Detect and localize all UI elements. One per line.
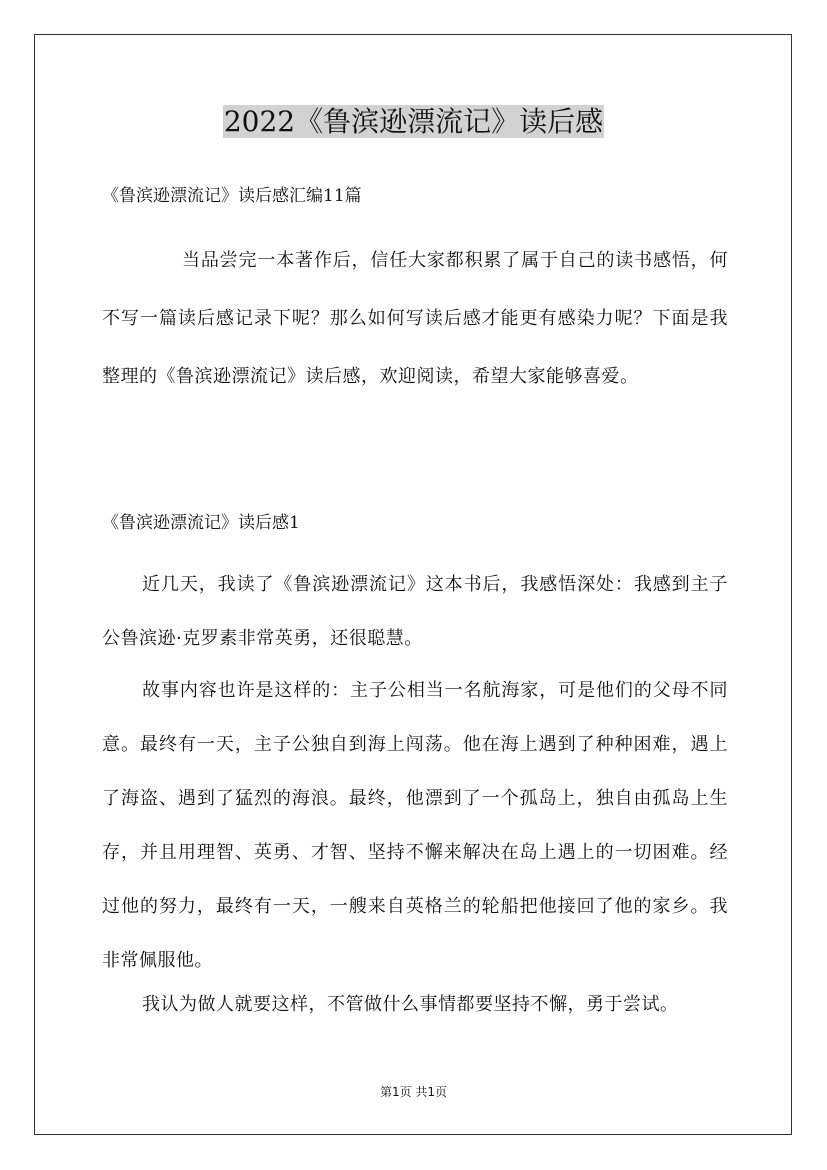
- page-footer: 第1页 共1页: [379, 1085, 448, 1099]
- paragraph-1: 近几天，我读了《鲁滨逊漂流记》这本书后，我感悟深处：我感到主子公鲁滨逊·克罗素非常英勇，还很聪慧。: [102, 574, 728, 649]
- section-heading-1: 《鲁滨逊漂流记》读后感1: [102, 513, 300, 533]
- intro-paragraph: 当品尝完一本著作后，信任大家都积累了属于自己的读书感悟，何不写一篇读后感记录下呢？那么如何写读后感才能更有感染力呢？下面是我整理的《鲁滨逊漂流记》读后感，欢迎阅读，希望大家能够喜爱。: [102, 250, 728, 387]
- paragraph-3: 我认为做人就要这样，不管做什么事情都要坚持不懈，勇于尝试。: [142, 994, 679, 1015]
- document-title: 2022《鲁滨逊漂流记》读后感: [223, 105, 604, 138]
- paragraph-2: 故事内容也许是这样的：主子公相当一名航海家，可是他们的父母不同意。最终有一天，主子公独自到海上闯荡。他在海上遇到了种种困难，遇上了海盗、遇到了猛烈的海浪。最终，他漂到了一个孤岛上，独自由孤岛上生存，并且用理智、英勇、才智、坚持不懈来解决在岛上遇上的一切困难。经过他的努力，最终有一天，一艘来自英格兰的轮船把他接回了他的家乡。我非常佩服他。: [102, 680, 728, 971]
- document-subtitle: 《鲁滨逊漂流记》读后感汇编11篇: [102, 186, 362, 206]
- document-title-wrap: [0, 100, 827, 144]
